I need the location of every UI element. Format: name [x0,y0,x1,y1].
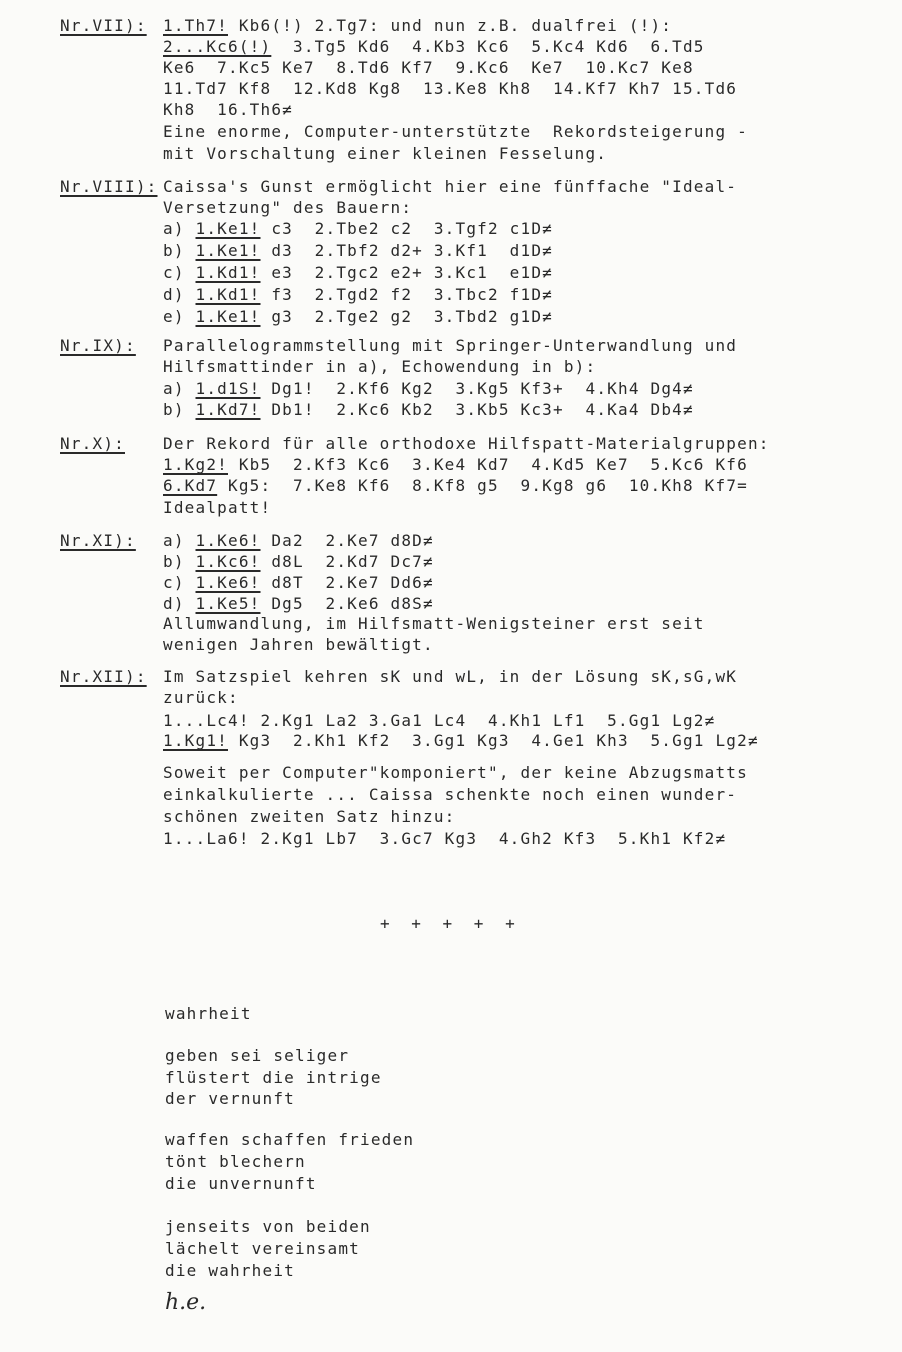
comment-line: wenigen Jahren bewältigt. [163,635,434,654]
solution-line: c) 1.Ke6! d8T 2.Ke7 Dd6≠ [163,573,434,592]
poem-line: waffen schaffen frieden [165,1130,415,1149]
key-move: 1.Ke1! [195,241,261,260]
section-separator: + + + + + [380,914,521,933]
handwritten-signature: h.e. [165,1290,207,1315]
solution-line: 2...Kc6(!) 3.Tg5 Kd6 4.Kb3 Kc6 5.Kc4 Kd6 6.Td5 [163,37,705,56]
problem-label-10: Nr.IX): [60,336,136,355]
solution-line: b) 1.Ke1! d3 2.Tbf2 d2+ 3.Kf1 d1D≠ [163,241,553,260]
key-move: 1.Ke5! [195,594,261,613]
key-move: 1.Kd1! [195,285,261,304]
solution-line: 1...La6! 2.Kg1 Lb7 3.Gc7 Kg3 4.Gh2 Kf3 5.Kh1 Kf2≠ [163,829,727,848]
solution-line: e) 1.Ke1! g3 2.Tge2 g2 3.Tbd2 g1D≠ [163,307,553,326]
key-move: 1.Kd7! [195,400,261,419]
poem-line: flüstert die intrige [165,1068,382,1087]
solution-line: Ke6 7.Kc5 Ke7 8.Td6 Kf7 9.Kc6 Ke7 10.Kc7 Ke8 [163,58,694,77]
comment-line: Eine enorme, Computer-unterstützte Rekordsteigerung - [163,122,748,141]
key-move: 6.Kd7 [163,476,218,495]
comment-line: Hilfsmattinder in a), Echowendung in b): [163,357,597,376]
key-move: 1.d1S! [195,379,261,398]
poem-line: geben sei seliger [165,1046,350,1065]
comment-line: Der Rekord für alle orthodoxe Hilfspatt-Materialgruppen: [163,434,770,453]
solution-line: b) 1.Kd7! Db1! 2.Kc6 Kb2 3.Kb5 Kc3+ 4.Ka4 Db4≠ [163,400,694,419]
comment-line: einkalkulierte ... Caissa schenkte noch einen wunder- [163,785,738,804]
key-move: 1.Ke1! [195,307,261,326]
solution-line: 1.Kg2! Kb5 2.Kf3 Kc6 3.Ke4 Kd7 4.Kd5 Ke7 5.Kc6 Kf6 [163,455,748,474]
solution-line: a) 1.Ke1! c3 2.Tbe2 c2 3.Tgf2 c1D≠ [163,219,553,238]
poem-line: lächelt vereinsamt [165,1239,360,1258]
solution-line: 6.Kd7 Kg5: 7.Ke8 Kf6 8.Kf8 g5 9.Kg8 g6 10.Kh8 Kf7= [163,476,748,495]
solution-line: b) 1.Kc6! d8L 2.Kd7 Dc7≠ [163,552,434,571]
comment-line: Parallelogrammstellung mit Springer-Unterwandlung und [163,336,738,355]
key-move: 1.Ke6! [195,573,261,592]
comment-line: Allumwandlung, im Hilfsmatt-Wenigsteiner erst seit [163,614,705,633]
solution-line: 1.Kg1! Kg3 2.Kh1 Kf2 3.Gg1 Kg3 4.Ge1 Kh3 5.Gg1 Lg2≠ [163,731,759,750]
comment-line: zurück: [163,688,239,707]
solution-line: 1...Lc4! 2.Kg1 La2 3.Ga1 Lc4 4.Kh1 Lf1 5.Gg1 Lg2≠ [163,711,716,730]
problem-label-13: Nr.XII): [60,667,147,686]
key-move: 1.Kc6! [195,552,261,571]
solution-line: c) 1.Kd1! e3 2.Tgc2 e2+ 3.Kc1 e1D≠ [163,263,553,282]
solution-line: d) 1.Ke5! Dg5 2.Ke6 d8S≠ [163,594,434,613]
solution-line: 1.Th7! Kb6(!) 2.Tg7: und nun z.B. dualfrei (!): [163,16,673,35]
solution-line: 11.Td7 Kf8 12.Kd8 Kg8 13.Ke8 Kh8 14.Kf7 Kh7 15.Td6 [163,79,738,98]
key-move: 2...Kc6(!) [163,37,272,56]
solution-line: Kh8 16.Th6≠ [163,100,293,119]
poem-line: die unvernunft [165,1174,317,1193]
comment-line: schönen zweiten Satz hinzu: [163,807,456,826]
comment-line: Soweit per Computer"komponiert", der keine Abzugsmatts [163,763,748,782]
comment-line: Caissa's Gunst ermöglicht hier eine fünffache "Ideal- [163,177,738,196]
poem-line: der vernunft [165,1089,295,1108]
poem-line: tönt blechern [165,1152,306,1171]
key-move: 1.Kg2! [163,455,228,474]
poem-line: die wahrheit [165,1261,295,1280]
problem-label-11: Nr.X): [60,434,125,453]
problem-label-9: Nr.VIII): [60,177,158,196]
comment-line: Versetzung" des Bauern: [163,198,413,217]
key-move: 1.Ke1! [195,219,261,238]
problem-label-12: Nr.XI): [60,531,136,550]
key-move: 1.Kg1! [163,731,228,750]
poem-title: wahrheit [165,1004,252,1023]
poem-line: jenseits von beiden [165,1217,371,1236]
solution-line: a) 1.Ke6! Da2 2.Ke7 d8D≠ [163,531,434,550]
solution-line: a) 1.d1S! Dg1! 2.Kf6 Kg2 3.Kg5 Kf3+ 4.Kh4 Dg4≠ [163,379,694,398]
problem-label-8: Nr.VII): [60,16,147,35]
key-move: 1.Th7! [163,16,228,35]
key-move: 1.Ke6! [195,531,261,550]
comment-line: mit Vorschaltung einer kleinen Fesselung. [163,144,608,163]
solution-line: d) 1.Kd1! f3 2.Tgd2 f2 3.Tbc2 f1D≠ [163,285,553,304]
key-move: 1.Kd1! [195,263,261,282]
comment-line: Idealpatt! [163,498,272,517]
comment-line: Im Satzspiel kehren sK und wL, in der Lösung sK,sG,wK [163,667,738,686]
